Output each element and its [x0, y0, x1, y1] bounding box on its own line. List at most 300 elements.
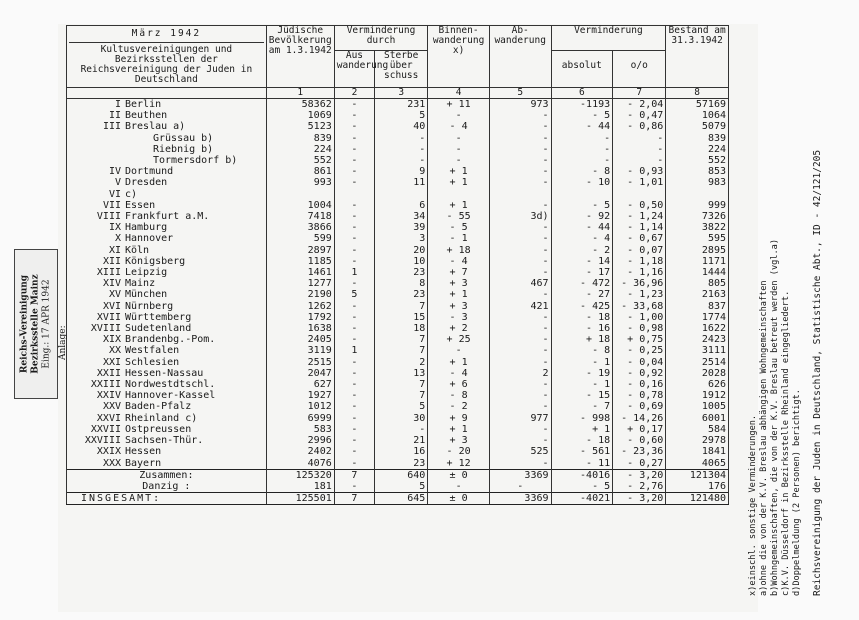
cell: 4076: [266, 458, 334, 470]
cell: - 998: [551, 413, 613, 424]
table-row: [67, 144, 729, 155]
cell: 176: [666, 481, 729, 493]
table-row: [67, 357, 729, 368]
footnote: a)ohne die von der K.V. Breslau abhängigen Wohngemeinschaften: [759, 280, 769, 596]
row-number: XXIII: [90, 379, 121, 391]
cell: 7: [375, 334, 428, 345]
cell: -: [428, 133, 490, 144]
cell: + 6: [428, 379, 490, 390]
row-name: Sudetenland: [125, 323, 192, 335]
cell: - 14: [551, 256, 613, 267]
table-row: [67, 458, 729, 470]
cell: - 11: [551, 458, 613, 470]
cell: - 14,26: [613, 413, 666, 424]
cell: -: [489, 144, 551, 155]
table-row: [67, 110, 729, 121]
header-row: [67, 26, 729, 51]
table-body: [67, 99, 729, 470]
table-row: [67, 435, 729, 446]
row-label: [67, 110, 267, 121]
cell: -: [334, 256, 374, 267]
table-row: [67, 211, 729, 222]
cell: + 1: [428, 424, 490, 435]
cell: 21: [375, 435, 428, 446]
cell: 2897: [266, 245, 334, 256]
row-name: c): [125, 188, 138, 200]
row-number: XVI: [102, 300, 121, 312]
row-name: Sachsen-Thür.: [125, 435, 204, 447]
row-label: [67, 256, 267, 267]
cell: -: [428, 144, 490, 155]
cell: - 0,98: [613, 323, 666, 334]
month-title: März 1942: [69, 26, 264, 43]
cell: -: [489, 256, 551, 267]
row-label: INSGESAMT:: [67, 493, 267, 505]
row-label: [67, 345, 267, 356]
row-number: I: [114, 99, 121, 110]
row-number: VIII: [96, 211, 121, 223]
cell: + 3: [428, 278, 490, 289]
table-row: [67, 155, 729, 166]
cell: + 1: [428, 177, 490, 188]
cell: ± 0: [428, 493, 490, 505]
footnote: x)einschl. sonstige Verminderungen.: [748, 414, 758, 596]
row-label: [67, 155, 267, 166]
cell: 5123: [266, 121, 334, 132]
cell: - 5: [428, 222, 490, 233]
cell: - 0,69: [613, 401, 666, 412]
cell: -: [334, 177, 374, 188]
row-name: Riebnig b): [153, 143, 214, 155]
cell: 2515: [266, 357, 334, 368]
footnote: d)Doppelmeldung (2 Personen) berichtigt.: [792, 389, 802, 596]
col-sterbeueberschuss: Sterbe über schuss: [375, 51, 428, 88]
cell: - 36,96: [613, 278, 666, 289]
cell: 999: [666, 200, 729, 211]
cell: -: [489, 379, 551, 390]
cell: [428, 189, 490, 200]
footnote: c)K.V. Düsseldorf in Bezirksstelle Rheinland eingegliedert.: [781, 290, 791, 596]
footnotes: [748, 239, 803, 596]
cell: - 0,27: [613, 458, 666, 470]
row-label: [67, 177, 267, 188]
row-name: Berlin: [125, 99, 162, 110]
document-reference: Reichsvereinigung der Juden in Deutschland, Statistische Abt., ID - 42/121/205: [812, 149, 823, 596]
colnum: 5: [489, 88, 551, 99]
col-abwanderung: Ab-wanderung: [489, 26, 551, 88]
cell: 7418: [266, 211, 334, 222]
cell: - 1,16: [613, 267, 666, 278]
cell: - 5: [551, 110, 613, 121]
cell: - 5: [551, 481, 613, 493]
table-row: [67, 379, 729, 390]
cell: 2: [375, 357, 428, 368]
table-row: [67, 413, 729, 424]
cell: - 0,47: [613, 110, 666, 121]
row-name: Württemberg: [125, 311, 192, 323]
cell: 977: [489, 413, 551, 424]
stamp-text: [20, 254, 53, 394]
cell: + 18: [551, 334, 613, 345]
cell: - 1,23: [613, 289, 666, 300]
cell: ± 0: [428, 469, 490, 481]
row-name: Königsberg: [125, 255, 186, 267]
cell: 645: [375, 493, 428, 505]
cell: 1841: [666, 446, 729, 457]
table-row: [67, 233, 729, 244]
cell: 125320: [266, 469, 334, 481]
table-row: [67, 222, 729, 233]
table-row: [67, 289, 729, 300]
cell: - 20: [428, 446, 490, 457]
cell: -: [489, 177, 551, 188]
cell: 5: [375, 110, 428, 121]
cell: - 8: [428, 390, 490, 401]
row-number: V: [114, 177, 121, 189]
cell: 15: [375, 312, 428, 323]
colnum: 4: [428, 88, 490, 99]
cell: - 27: [551, 289, 613, 300]
cell: - 44: [551, 222, 613, 233]
row-label: [67, 435, 267, 446]
cell: + 1: [428, 289, 490, 300]
cell: 23: [375, 267, 428, 278]
row-name: Westfalen: [125, 345, 180, 357]
cell: 1912: [666, 390, 729, 401]
col-absolut: absolut: [551, 51, 613, 88]
cell: -: [489, 312, 551, 323]
cell: 2514: [666, 357, 729, 368]
cell: 584: [666, 424, 729, 435]
cell: -: [489, 267, 551, 278]
cell: 2978: [666, 435, 729, 446]
cell: 1774: [666, 312, 729, 323]
cell: 224: [266, 144, 334, 155]
table-row: [67, 334, 729, 345]
cell: 2402: [266, 446, 334, 457]
cell: - 3,20: [613, 469, 666, 481]
row-name: Baden-Pfalz: [125, 401, 192, 413]
row-label: [67, 323, 267, 334]
cell: -: [334, 368, 374, 379]
cell: 7: [375, 301, 428, 312]
cell: -: [334, 166, 374, 177]
row-name: Frankfurt a.M.: [125, 211, 210, 223]
cell: -: [489, 345, 551, 356]
row-name: Nordwestdtschl.: [125, 379, 216, 391]
cell: - 17: [551, 267, 613, 278]
receipt-stamp: [14, 249, 58, 399]
row-number: XIV: [102, 278, 121, 290]
cell: 20: [375, 245, 428, 256]
cell: -: [334, 379, 374, 390]
row-name: Tormersdorf b): [153, 155, 238, 167]
cell: 1: [334, 345, 374, 356]
table-row: [67, 200, 729, 211]
row-label: [67, 413, 267, 424]
row-name: Grüssau b): [153, 132, 214, 144]
cell: -: [334, 222, 374, 233]
cell: -: [489, 166, 551, 177]
cell: 599: [266, 233, 334, 244]
cell: 2895: [666, 245, 729, 256]
cell: -: [489, 110, 551, 121]
cell: 595: [666, 233, 729, 244]
cell: -: [334, 211, 374, 222]
cell: 3369: [489, 469, 551, 481]
cell: 13: [375, 368, 428, 379]
cell: 3119: [266, 345, 334, 356]
cell: 6001: [666, 413, 729, 424]
table-row: [67, 323, 729, 334]
cell: 1792: [266, 312, 334, 323]
cell: - 0,93: [613, 166, 666, 177]
cell: 3866: [266, 222, 334, 233]
cell: - 18: [551, 435, 613, 446]
col-auswanderung: Aus wanderung: [334, 51, 374, 88]
cell: 40: [375, 121, 428, 132]
row-number: III: [102, 121, 121, 133]
table-row: [67, 301, 729, 312]
colnum: 1: [266, 88, 334, 99]
cell: - 2: [551, 245, 613, 256]
statistics-table: [66, 25, 729, 505]
row-name: Hessen: [125, 446, 162, 458]
cell: 125501: [266, 493, 334, 505]
cell: -: [334, 312, 374, 323]
cell: -: [334, 110, 374, 121]
cell: - 4: [551, 233, 613, 244]
cell: - 0,50: [613, 200, 666, 211]
cell: + 18: [428, 245, 490, 256]
row-number: XXX: [102, 457, 121, 469]
cell: 6999: [266, 413, 334, 424]
cell: 583: [266, 424, 334, 435]
row-label: [67, 166, 267, 177]
cell: 16: [375, 446, 428, 457]
col-prozent: o/o: [613, 51, 666, 88]
cell: -: [489, 435, 551, 446]
cell: - 23,36: [613, 446, 666, 457]
cell: - 3,20: [613, 493, 666, 505]
row-label: [67, 379, 267, 390]
cell: -: [489, 200, 551, 211]
cell: 7326: [666, 211, 729, 222]
cell: -: [489, 357, 551, 368]
org-title: Kultusvereinigungen und Bezirksstellen der Reichsvereinigung der Juden in Deutschland: [80, 44, 253, 85]
cell: 1064: [666, 110, 729, 121]
row-label: Danzig :: [67, 481, 267, 493]
cell: -: [428, 481, 490, 493]
cell: -: [489, 222, 551, 233]
cell: 2028: [666, 368, 729, 379]
table-row: [67, 446, 729, 457]
anlage-label: Anlage:: [58, 325, 68, 360]
cell: 853: [666, 166, 729, 177]
row-number: XI: [108, 244, 121, 256]
cell: - 8: [551, 166, 613, 177]
cell: 626: [666, 379, 729, 390]
cell: - 1,24: [613, 211, 666, 222]
cell: - 1: [428, 233, 490, 244]
cell: 3: [375, 233, 428, 244]
table-row: [67, 189, 729, 200]
cell: 1171: [666, 256, 729, 267]
cell: -: [334, 155, 374, 166]
row-number: XV: [108, 289, 121, 301]
cell: -: [334, 424, 374, 435]
cell: - 0,92: [613, 368, 666, 379]
cell: 983: [666, 177, 729, 188]
row-label: [67, 189, 267, 200]
row-number: XXI: [102, 356, 121, 368]
cell: 1012: [266, 401, 334, 412]
cell: 7: [375, 345, 428, 356]
cell: -: [489, 458, 551, 470]
table-row: [67, 133, 729, 144]
row-label: [67, 424, 267, 435]
footnote: b)Wohngemeinschaften, die von der K.V. Breslau betreut werden (vgl.a): [770, 239, 780, 596]
cell: -: [613, 133, 666, 144]
row-name: Schlesien: [125, 356, 180, 368]
cell: -4016: [551, 469, 613, 481]
row-label: [67, 401, 267, 412]
row-name: Bayern: [125, 457, 162, 469]
cell: [666, 189, 729, 200]
cell: 3111: [666, 345, 729, 356]
cell: -: [375, 133, 428, 144]
cell: - 1,18: [613, 256, 666, 267]
cell: + 1: [551, 424, 613, 435]
cell: - 0,04: [613, 357, 666, 368]
row-label: [67, 121, 267, 132]
cell: 1004: [266, 200, 334, 211]
cell: 181: [266, 481, 334, 493]
row-number: XXVII: [90, 423, 121, 435]
row-name: Hamburg: [125, 222, 168, 234]
cell: 1444: [666, 267, 729, 278]
cell: -: [489, 155, 551, 166]
cell: 58362: [266, 99, 334, 111]
cell: + 0,75: [613, 334, 666, 345]
cell: 7: [375, 390, 428, 401]
cell: - 1: [551, 379, 613, 390]
cell: 1: [334, 267, 374, 278]
cell: - 472: [551, 278, 613, 289]
cell: - 33,68: [613, 301, 666, 312]
row-number: IV: [108, 166, 121, 178]
cell: + 7: [428, 267, 490, 278]
colnum: 3: [375, 88, 428, 99]
row-label: [67, 368, 267, 379]
cell: 2423: [666, 334, 729, 345]
cell: - 2,76: [613, 481, 666, 493]
row-name: Dresden: [125, 177, 168, 189]
cell: + 3: [428, 301, 490, 312]
cell: + 1: [428, 357, 490, 368]
table-row: [67, 401, 729, 412]
table-row: [67, 121, 729, 132]
cell: - 0,07: [613, 245, 666, 256]
cell: 11: [375, 177, 428, 188]
row-label: [67, 334, 267, 345]
cell: 57169: [666, 99, 729, 111]
cell: + 11: [428, 99, 490, 111]
row-label: [67, 245, 267, 256]
cell: 993: [266, 177, 334, 188]
cell: 121304: [666, 469, 729, 481]
row-name: Dortmund: [125, 166, 174, 178]
row-name: Nürnberg: [125, 300, 174, 312]
cell: 1185: [266, 256, 334, 267]
cell: -: [334, 481, 374, 493]
cell: 5: [375, 481, 428, 493]
colnum: 6: [551, 88, 613, 99]
row-number: XXIX: [96, 446, 121, 458]
row-name: Köln: [125, 244, 150, 256]
cell: -: [334, 323, 374, 334]
cell: 839: [666, 133, 729, 144]
row-label: [67, 200, 267, 211]
cell: 2047: [266, 368, 334, 379]
cell: 5: [334, 289, 374, 300]
cell: -: [334, 458, 374, 470]
cell: 1927: [266, 390, 334, 401]
row-label: [67, 446, 267, 457]
cell: 1277: [266, 278, 334, 289]
cell: 1622: [666, 323, 729, 334]
cell: 7: [375, 379, 428, 390]
row-number: XVIII: [90, 323, 121, 335]
cell: -: [334, 334, 374, 345]
cell: 3d): [489, 211, 551, 222]
row-label: [67, 289, 267, 300]
row-name: Rheinland c): [125, 412, 198, 424]
cell: - 15: [551, 390, 613, 401]
table-row: [67, 256, 729, 267]
cell: 467: [489, 278, 551, 289]
cell: - 3: [428, 312, 490, 323]
cell: 7: [334, 493, 374, 505]
cell: 837: [666, 301, 729, 312]
cell: 7: [334, 469, 374, 481]
row-number: XXII: [96, 367, 121, 379]
cell: 5: [375, 401, 428, 412]
table-row: [67, 267, 729, 278]
cell: [375, 189, 428, 200]
table-row: [67, 390, 729, 401]
cell: -: [334, 357, 374, 368]
summary-row-zusammen: [67, 469, 729, 481]
cell: -: [489, 334, 551, 345]
row-label: [67, 99, 267, 111]
cell: - 2,04: [613, 99, 666, 111]
cell: - 4: [428, 256, 490, 267]
row-label: [67, 312, 267, 323]
cell: - 1: [551, 357, 613, 368]
cell: 18: [375, 323, 428, 334]
cell: 10: [375, 256, 428, 267]
cell: 23: [375, 289, 428, 300]
cell: -: [613, 144, 666, 155]
column-number-row: [67, 88, 729, 99]
row-number: XX: [108, 345, 121, 357]
cell: - 18: [551, 312, 613, 323]
row-number: XIII: [96, 267, 121, 279]
stamp-line: Bezirksstelle Mainz: [30, 274, 41, 374]
cell: - 44: [551, 121, 613, 132]
cell: -: [334, 446, 374, 457]
